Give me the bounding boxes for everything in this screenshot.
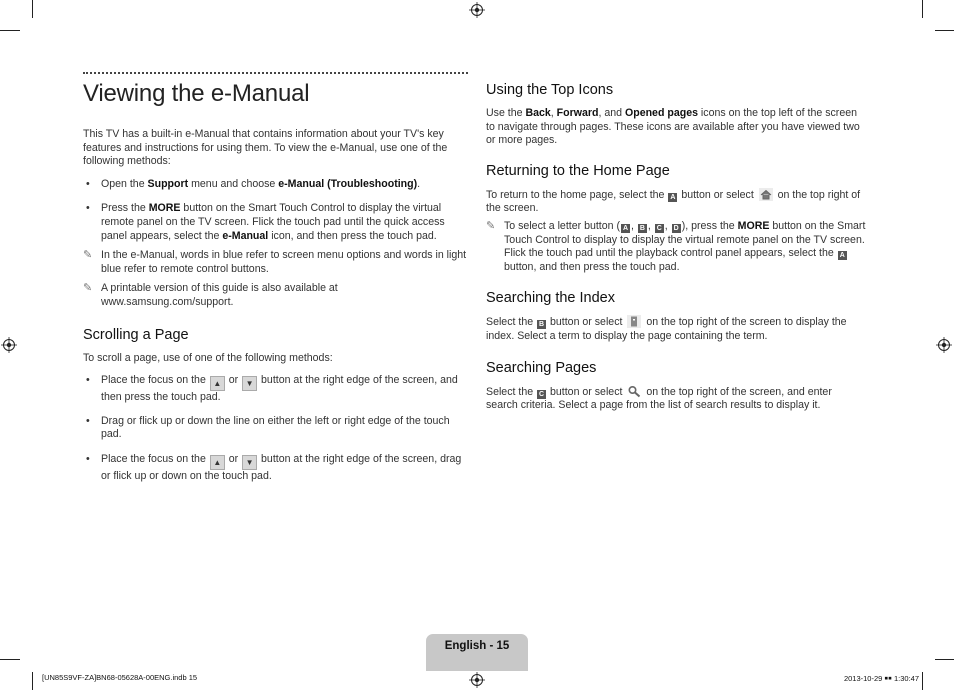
page-title: Viewing the e-Manual xyxy=(83,80,310,107)
bullet: • xyxy=(86,452,90,465)
note-item xyxy=(83,249,468,276)
pencil-note-icon: ✎ xyxy=(83,249,93,262)
opened-pages-label: Opened pages xyxy=(624,107,698,119)
index-icon xyxy=(627,315,641,328)
section-heading: Searching the Index xyxy=(486,290,615,307)
crop-mark xyxy=(935,659,954,660)
more-button-label: MORE xyxy=(148,202,181,215)
crop-mark xyxy=(32,672,33,690)
letter-c-icon: C xyxy=(656,224,662,232)
note-text: , xyxy=(664,219,671,232)
note-text: , xyxy=(647,219,654,232)
down-arrow-icon: ▼ xyxy=(242,455,257,470)
forward-label: Forward xyxy=(556,107,599,119)
emanual-troubleshooting-label: e-Manual (Troubleshooting) xyxy=(278,177,418,190)
print-slug-left: [UN85S9VF-ZA]BN68-05628A-00ENG.indb 15 xyxy=(42,673,198,682)
body-text: To return to the home page, select the xyxy=(486,188,668,201)
list-item xyxy=(83,178,468,192)
note-text: ), press the xyxy=(681,219,738,232)
right-column xyxy=(486,82,866,413)
method-text: Press the xyxy=(101,202,149,215)
note-text: button on the Smart Touch Control to display to display the virtual remote panel on the TV screen. Flick the touch pad until the playback control panel appears, select the xyxy=(504,219,866,260)
search-paragraph xyxy=(486,385,866,413)
list-item xyxy=(83,202,468,243)
emanual-icon-label: e-Manual xyxy=(222,229,269,242)
letter-c-icon: C xyxy=(539,390,545,398)
method-text: Open the xyxy=(101,177,148,190)
note-item xyxy=(486,220,866,274)
index-paragraph xyxy=(486,315,866,343)
scroll-text: button at the right edge of the screen, drag or flick up or down on the touch pad. xyxy=(101,452,462,482)
letter-a-icon: A xyxy=(839,252,845,260)
body-text: , xyxy=(550,107,557,119)
note-text: button, and then press the touch pad. xyxy=(504,260,680,273)
body-text: icons on the top left of the screen to navigate through pages. These icons are available after you have viewed two or more pages. xyxy=(486,107,860,147)
page-number-label: English - 15 xyxy=(444,640,510,652)
page-number-tab xyxy=(426,634,528,671)
more-button-label: MORE xyxy=(737,219,770,232)
section-heading: Returning to the Home Page xyxy=(486,162,670,179)
method-text: menu and choose xyxy=(188,177,279,190)
body-text: Select the xyxy=(486,316,537,329)
body-text: Select the xyxy=(486,385,537,398)
method-text: button on the Smart Touch Control to display the virtual remote panel on the TV screen. Flick the touch pad until the quick access panel appears, select the xyxy=(101,202,445,242)
letter-a-icon: A xyxy=(622,224,629,232)
scroll-text: Place the focus on the xyxy=(101,374,209,387)
crop-mark xyxy=(922,0,923,18)
list-item xyxy=(83,453,468,484)
registration-mark-icon xyxy=(1,337,17,353)
scroll-text: Place the focus on the xyxy=(101,452,209,465)
left-column xyxy=(83,72,468,484)
crop-mark xyxy=(0,659,20,660)
section-divider xyxy=(83,72,468,74)
body-text: on the top right of the screen. xyxy=(486,188,861,215)
bullet: • xyxy=(86,177,90,190)
note-text: , xyxy=(631,219,637,232)
pencil-note-icon: ✎ xyxy=(83,282,93,295)
bullet: • xyxy=(86,414,90,427)
scroll-text: or xyxy=(225,452,242,465)
down-arrow-icon: ▼ xyxy=(242,376,257,391)
list-item xyxy=(83,374,468,405)
registration-mark-icon xyxy=(469,672,485,688)
note-text: A printable version of this guide is also available at www.samsung.com/support. xyxy=(101,282,338,308)
scroll-text: Drag or flick up or down the line on either the left or right edge of the touch pad. xyxy=(101,414,450,441)
body-text: on the top right of the screen to display the index. Select a term to display the page containing the term. xyxy=(486,316,847,342)
home-icon xyxy=(759,188,773,201)
print-slug-right: 2013-10-29 ￭￭ 1:30:47 xyxy=(843,674,919,683)
up-arrow-icon: ▲ xyxy=(210,376,225,391)
body-text: Use the xyxy=(486,107,526,119)
note-text: In the e-Manual, words in blue refer to screen menu options and words in light blue refer to remote control buttons. xyxy=(101,249,467,275)
body-text: button or select xyxy=(547,316,626,329)
top-icons-paragraph xyxy=(486,107,866,148)
crop-mark xyxy=(0,30,20,31)
note-text: To select a letter button ( xyxy=(504,219,621,232)
body-text: on the top right of the screen, and enter search criteria. Select a page from the list of search results to display it. xyxy=(486,385,832,412)
letter-b-icon: B xyxy=(539,321,545,329)
crop-mark xyxy=(922,672,923,690)
up-arrow-icon: ▲ xyxy=(210,455,225,470)
registration-mark-icon xyxy=(469,2,485,18)
letter-a-icon: A xyxy=(670,193,676,201)
registration-mark-icon xyxy=(936,337,952,353)
list-item xyxy=(83,415,468,442)
body-text: button or select xyxy=(547,385,626,398)
bullet: • xyxy=(86,374,90,387)
back-label: Back xyxy=(525,107,551,119)
crop-mark xyxy=(32,0,33,18)
body-text: button or select xyxy=(678,188,757,201)
section-heading: Scrolling a Page xyxy=(83,326,189,343)
bullet: • xyxy=(86,202,90,215)
method-text: icon, and then press the touch pad. xyxy=(268,229,437,242)
letter-b-icon: B xyxy=(639,224,645,232)
section-heading: Using the Top Icons xyxy=(486,82,614,98)
method-text: . xyxy=(417,177,421,190)
section-heading: Searching Pages xyxy=(486,359,597,376)
scroll-text: button at the right edge of the screen, and then press the touch pad. xyxy=(101,374,458,404)
letter-d-icon: D xyxy=(673,224,679,232)
scrolling-intro: To scroll a page, use of one of the following methods: xyxy=(83,351,333,364)
crop-mark xyxy=(935,30,954,31)
search-icon xyxy=(627,385,641,398)
home-paragraph xyxy=(486,188,866,216)
note-item xyxy=(83,282,468,309)
body-text: , and xyxy=(598,107,625,119)
intro-paragraph: This TV has a built-in e-Manual that contains information about your TV's key features and instructions for using them. To view the e-Manual, use one of the following methods: xyxy=(83,128,448,168)
scroll-text: or xyxy=(225,374,242,387)
support-menu-label: Support xyxy=(147,177,189,190)
pencil-note-icon: ✎ xyxy=(486,219,496,232)
